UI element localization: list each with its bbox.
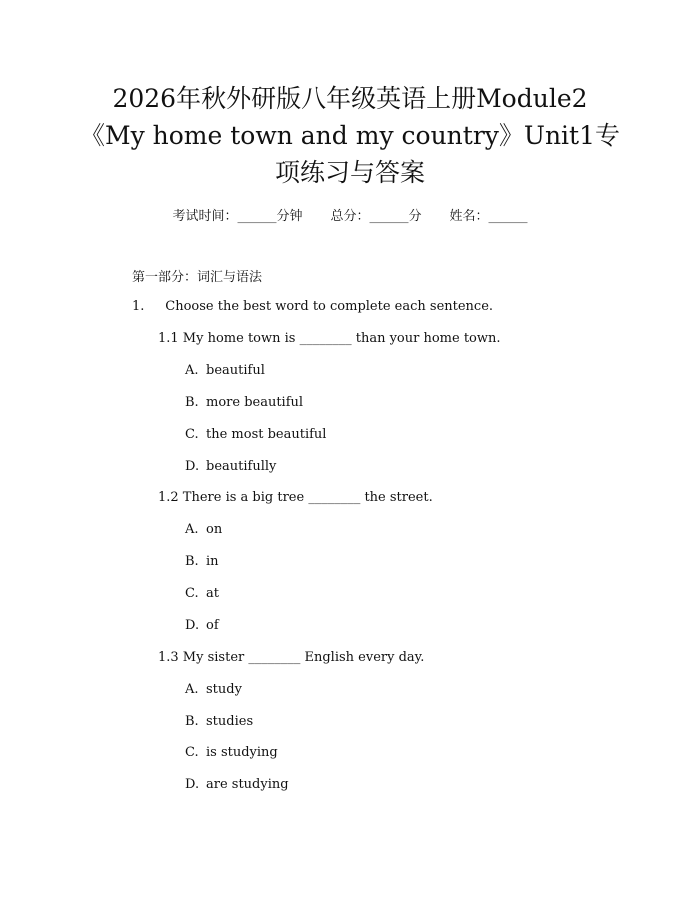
option-letter: D. xyxy=(185,459,200,474)
student-name: 姓名：______ xyxy=(449,209,528,224)
option xyxy=(185,714,253,729)
option-letter: C. xyxy=(185,427,199,442)
option xyxy=(185,618,219,633)
section-title: 第一部分：词汇与语法 xyxy=(132,270,263,285)
option xyxy=(185,586,219,601)
option-text: on xyxy=(206,522,223,537)
option xyxy=(185,682,242,697)
option-text: of xyxy=(206,618,219,633)
title-line-1: 2026年秋外研版八年级英语上册Module2 xyxy=(112,84,588,113)
option xyxy=(185,554,219,569)
option-letter: A. xyxy=(185,363,199,378)
option-text: beautiful xyxy=(206,363,265,378)
option xyxy=(185,459,276,474)
question-1 xyxy=(132,299,493,314)
option-text: in xyxy=(206,554,219,569)
option xyxy=(185,427,326,442)
question-number: 1. xyxy=(132,299,145,314)
option-text: studies xyxy=(206,714,254,729)
option-letter: A. xyxy=(185,522,199,537)
option-letter: C. xyxy=(185,586,199,601)
question-text: Choose the best word to complete each sentence. xyxy=(165,299,494,314)
option-text: beautifully xyxy=(206,459,277,474)
exam-time: 考试时间：______分钟 xyxy=(172,209,303,224)
option xyxy=(185,522,222,537)
document-title xyxy=(60,80,640,191)
option-letter: D. xyxy=(185,618,200,633)
option-text: study xyxy=(206,682,242,697)
option-text: is studying xyxy=(206,745,278,760)
option xyxy=(185,777,289,792)
option xyxy=(185,745,278,760)
option-letter: B. xyxy=(185,714,199,729)
title-line-2: 《My home town and my country》Unit1专 xyxy=(79,121,621,150)
option-letter: A. xyxy=(185,682,199,697)
option-text: at xyxy=(206,586,219,601)
item-prompt: 1.3 My sister ________ English every day. xyxy=(158,650,425,665)
exam-meta xyxy=(0,205,700,224)
option-letter: D. xyxy=(185,777,200,792)
title-line-3: 项练习与答案 xyxy=(274,158,425,187)
option-letter: B. xyxy=(185,554,199,569)
option xyxy=(185,363,265,378)
item-prompt: 1.2 There is a big tree ________ the street. xyxy=(158,490,433,505)
option-text: are studying xyxy=(206,777,289,792)
item-prompt: 1.1 My home town is ________ than your home town. xyxy=(158,331,501,346)
option-letter: C. xyxy=(185,745,199,760)
option-text: more beautiful xyxy=(206,395,304,410)
exam-score: 总分：______分 xyxy=(330,209,422,224)
option-letter: B. xyxy=(185,395,199,410)
option-text: the most beautiful xyxy=(206,427,327,442)
option xyxy=(185,395,303,410)
